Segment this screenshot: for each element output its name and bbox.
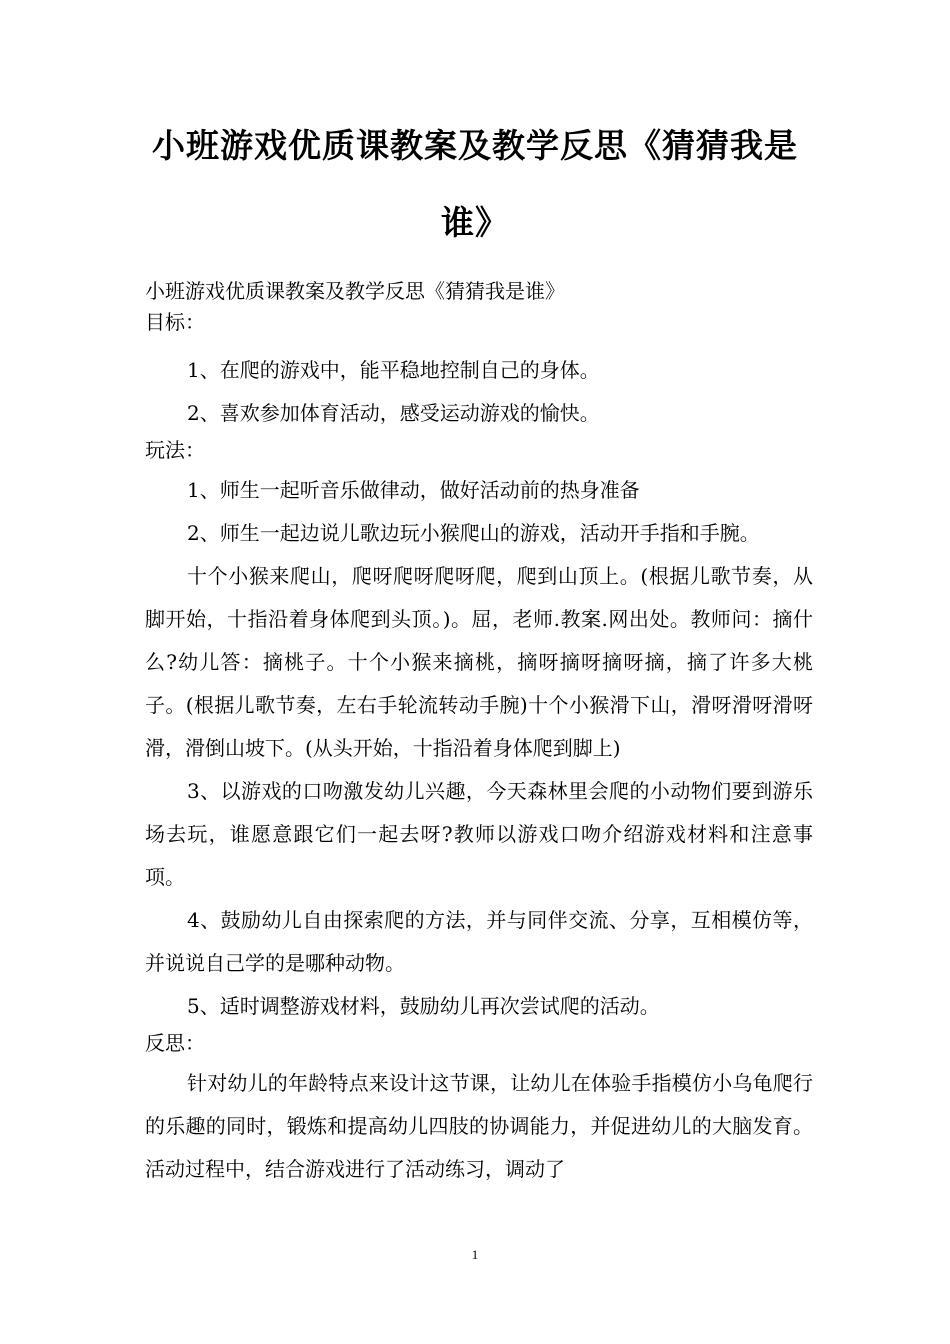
goal-item-1: 1、在爬的游戏中，能平稳地控制自己的身体。 bbox=[187, 358, 600, 382]
page-number: 1 bbox=[471, 1247, 479, 1262]
document-title-line-2: 谁》 bbox=[441, 203, 509, 242]
goals-heading: 目标： bbox=[145, 310, 205, 334]
play-step-1: 1、师生一起听音乐做律动，做好活动前的热身准备 bbox=[187, 478, 640, 502]
goal-item-2: 2、喜欢参加体育活动，感受运动游戏的愉快。 bbox=[187, 401, 600, 425]
play-step-4: 4、鼓励幼儿自由探索爬的方法，并与同伴交流、分享，互相模仿等，并说说自己学的是哪种动物。 bbox=[145, 908, 813, 975]
play-step-5: 5、适时调整游戏材料，鼓励幼儿再次尝试爬的活动。 bbox=[187, 994, 660, 1018]
reflection-heading: 反思： bbox=[145, 1031, 205, 1055]
play-step-2: 2、师生一起边说儿歌边玩小猴爬山的游戏，活动开手指和手腕。 bbox=[187, 521, 760, 545]
reflection-text: 针对幼儿的年龄特点来设计这节课，让幼儿在体验手指模仿小乌龟爬行的乐趣的同时，锻炼和提高幼儿四肢的协调能力，并促进幼儿的大脑发育。活动过程中，结合游戏进行了活动练习，调动了 bbox=[145, 1071, 813, 1181]
document-body bbox=[145, 276, 813, 1191]
document-title-line-1: 小班游戏优质课教案及教学反思《猜猜我是 bbox=[152, 126, 798, 165]
play-step-3: 3、以游戏的口吻激发幼儿兴趣，今天森林里会爬的小动物们要到游乐场去玩，谁愿意跟它们一起去呀?教师以游戏口吻介绍游戏材料和注意事项。 bbox=[145, 779, 813, 889]
play-rhyme: 十个小猴来爬山，爬呀爬呀爬呀爬，爬到山顶上。(根据儿歌节奏，从脚开始，十指沿着身体爬到头顶。)。屈，老师.教案.网出处。教师问：摘什么?幼儿答：摘桃子。十个小猴来摘桃，摘呀摘呀摘呀摘，摘了许多大桃子。(根据儿歌节奏，左右手轮流转动手腕)十个小猴滑下山，滑呀滑呀滑呀滑，滑倒山坡下。(从头开始，十指沿着身体爬到脚上) bbox=[145, 564, 813, 760]
subtitle: 小班游戏优质课教案及教学反思《猜猜我是谁》 bbox=[145, 279, 565, 303]
play-heading: 玩法： bbox=[145, 438, 205, 462]
